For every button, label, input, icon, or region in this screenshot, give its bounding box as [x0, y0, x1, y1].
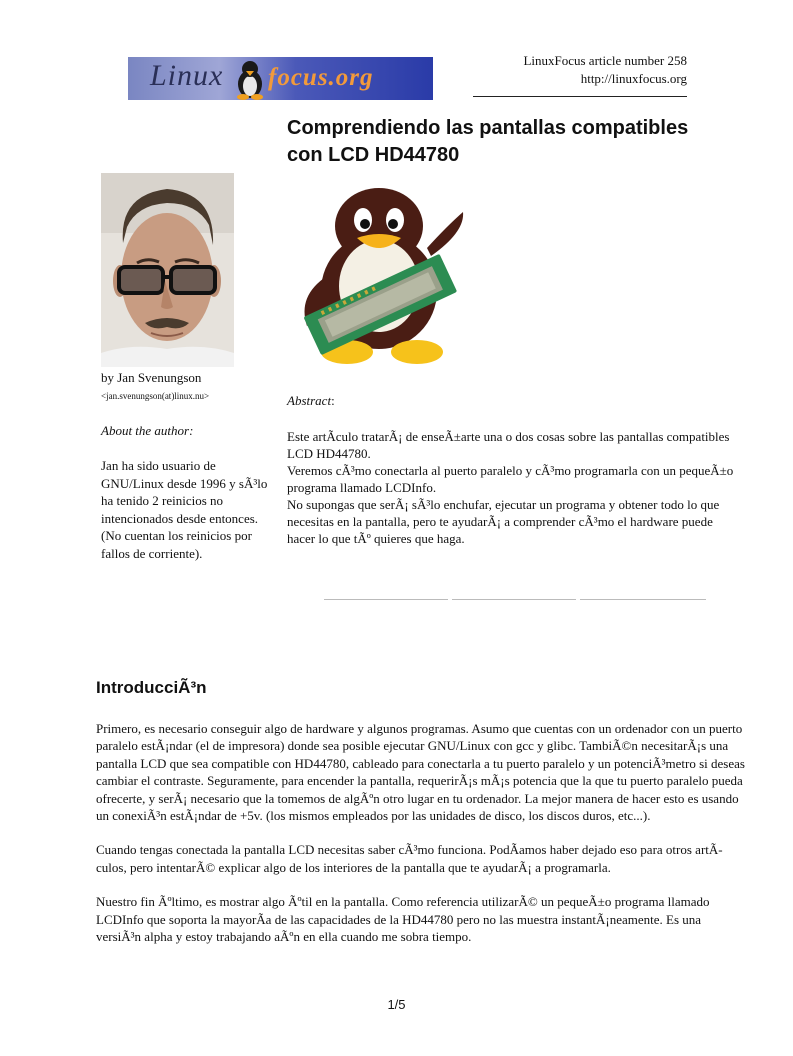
- abstract-paragraph: No supongas que serÃ¡ sÃ³lo enchufar, ejecutar un programa y obtener todo lo que necesitas en la pantalla, pero te ayudarÃ¡ a comprender cÃ³mo el hardware puede hacer lo que tÃº quieres que haga.: [287, 497, 720, 546]
- abstract-body: [287, 428, 737, 547]
- linuxfocus-logo[interactable]: [128, 57, 433, 100]
- separator-rule: [452, 599, 576, 600]
- abstract-heading: [287, 393, 335, 409]
- logo-word-linux: Linux: [150, 59, 224, 92]
- article-number: LinuxFocus article number 258: [523, 53, 687, 68]
- tux-logo-icon: [226, 57, 272, 100]
- header-meta: [447, 52, 687, 88]
- author-byline: by Jan Svenungson: [101, 370, 202, 385]
- section-body: [96, 720, 746, 962]
- body-paragraph: Primero, es necesario conseguir algo de hardware y algunos programas. Asumo que cuentas con un ordenador con un puerto paralelo estÃ¡ndar (el de impresora) donde sea posible ejecutar GNU/Linux con gcc y glibc. TambiÃ©n necesitarÃ¡s una pantalla LCD que sea compatible con HD44780, cableado para conectarla a tu puerto paralelo y un potenciÃ³metro si deseas cambiar el contraste. Seguramente, para encender la pantalla, requerirÃ¡s mÃ¡s potencia que la que tu puerto paralelo pueda ofrecerte, y serÃ¡ necesario que la tomemos de algÃºn otro lugar en tu ordenador. La mejor manera de hacer esto es usando un conexiÃ³n estÃ¡ndar de +5v. (los mismos empleados por las unidades de disco, los discos duros, etc...).: [96, 721, 745, 824]
- article-title: Comprendiendo las pantallas compatibles con LCD HD44780: [287, 117, 689, 166]
- page-number: 1/5: [387, 997, 406, 1012]
- body-paragraph: Nuestro fin Ãºltimo, es mostrar algo Ãºtil en la pantalla. Como referencia utilizarÃ© un pequeÃ±o programa llamado LCDInfo que soporta la mayorÃa de las capacidades de la HD44780 pero no las muestra instantÃ¡neamente. Es una versiÃ³n alpha y estoy trabajando aÃºn en ella cuando me sobra tiempo.: [96, 894, 710, 945]
- abstract-label: Abstract: [287, 393, 332, 408]
- author-email[interactable]: <jan.svenungson(at)linux.nu>: [101, 391, 210, 401]
- abstract-paragraph: Veremos cÃ³mo conectarla al puerto paralelo y cÃ³mo programarla con un pequeÃ±o programa llamado LCDInfo.: [287, 463, 734, 495]
- logo-word-focus: focus.org: [268, 64, 374, 91]
- section-separator: [324, 599, 706, 601]
- separator-rule: [580, 599, 706, 600]
- section-title-introduccion: IntroducciÃ³n: [96, 678, 207, 697]
- separator-rule: [324, 599, 448, 600]
- body-paragraph: Cuando tengas conectada la pantalla LCD necesitas saber cÃ³mo funciona. PodÃamos haber dejado eso para otros artÃculos, pero intentarÃ© explicar algo de los interiores de la pantalla que te ayudarÃ¡ a programarla.: [96, 842, 723, 875]
- abstract-colon: :: [331, 393, 335, 408]
- abstract-paragraph: Este artÃculo tratarÃ¡ de enseÃ±arte una o dos cosas sobre las pantallas compatibles LCD HD44780.: [287, 429, 730, 461]
- about-author-text: Jan ha sido usuario de GNU/Linux desde 1996 y sÃ³lo ha tenido 2 reinicios no intencionados desde entonces. (No cuentan los reinicios por fallos de corriente).: [101, 458, 268, 561]
- about-author-heading: About the author:: [101, 423, 194, 438]
- author-photo: [101, 173, 234, 367]
- header-divider: [473, 96, 687, 97]
- tux-plush-photo: [287, 186, 471, 370]
- site-url[interactable]: http://linuxfocus.org: [580, 71, 687, 86]
